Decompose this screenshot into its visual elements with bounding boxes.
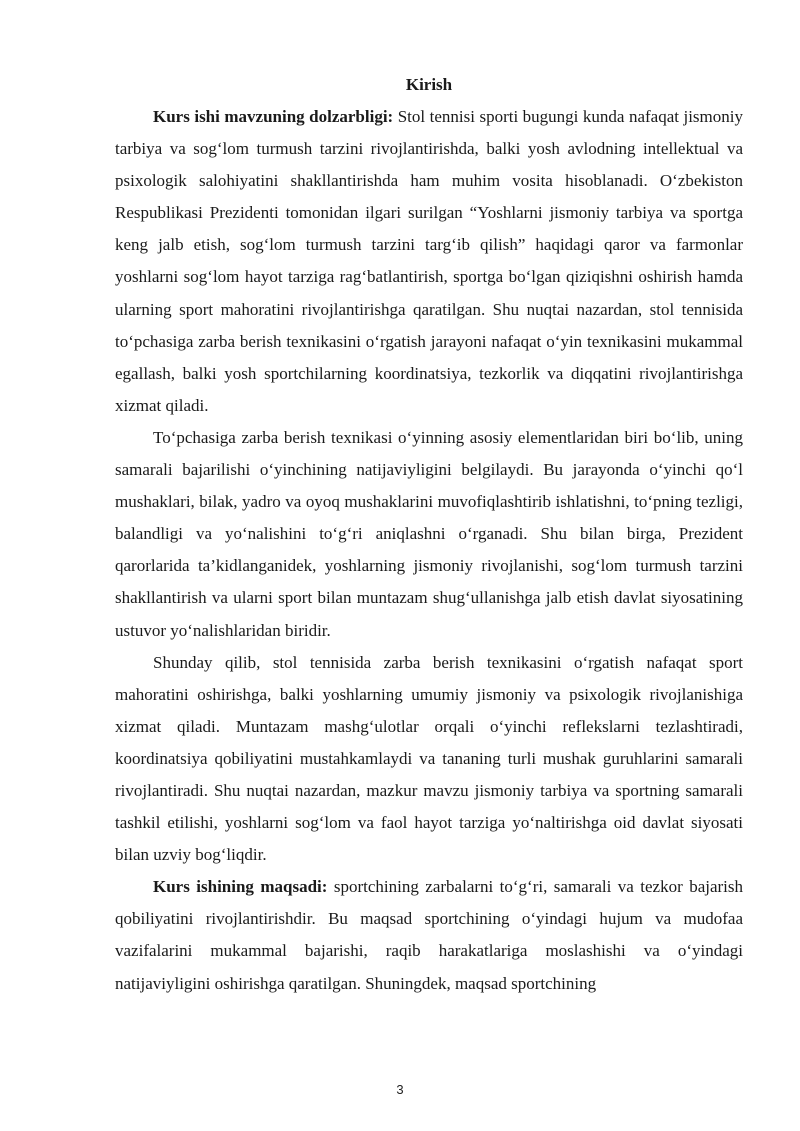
page-number: 3: [396, 1082, 404, 1097]
paragraph-relevance: [115, 101, 743, 422]
paragraph-text: Stol tennisi sporti bugungi kunda nafaqat jismoniy tarbiya va sog‘lom turmush tarzini rivojlantirishda, balki yosh avlodning intellektual va psixologik salohiyatini shakllantirishda ham muhim vosita hisoblanadi. O‘zbekiston Respublikasi Prezidenti tomonidan ilgari surilgan “Yoshlarni jismoniy tarbiya va sportga keng jalb etish, sog‘lom turmush tarzini targ‘ib qilish” haqidagi qaror va farmonlar yoshlarni sog‘lom hayot tarziga rag‘batlantirish, sportga bo‘lgan qiziqishni oshirish hamda ularning sport mahoratini rivojlantirishga qaratilgan. Shu nuqtai nazardan, stol tennisida to‘pchasiga zarba berish texnikasini o‘rgatish jarayoni nafaqat o‘yin texnikasini mukammal egallash, balki yosh sportchilarning koordinatsiya, tezkorlik va diqqatini rivojlantirishga xizmat qiladi.: [115, 107, 743, 415]
paragraph-lead: Kurs ishi mavzuning dolzarbligi:: [153, 107, 394, 126]
paragraph-lead: Kurs ishining maqsadi:: [153, 877, 328, 897]
paragraph-text: sportchining zarbalarni to‘g‘ri, samarali va tezkor bajarish qobiliyatini rivojlantirishdir. Bu maqsad sportchining o‘yindagi hujum va mudofaa vazifalarini mukammal bajarishi, raqib harakatlariga moslashishi va o‘yindagi natijaviyligini oshirishga qaratilgan. Shuningdek, maqsad sportchining: [115, 877, 744, 993]
paragraph-conclusion: [115, 647, 743, 872]
paragraph-technique: [115, 422, 743, 647]
page-content: [115, 69, 743, 1000]
paragraph-goal: [115, 871, 743, 999]
section-heading: Kirish: [405, 75, 453, 94]
paragraph-text: Shunday qilib, stol tennisida zarba berish texnikasini o‘rgatish nafaqat sport mahoratini oshirishga, balki yoshlarning umumiy jismoniy va psixologik rivojlanishiga xizmat qiladi. Muntazam mashg‘ulotlar orqali o‘yinchi reflekslarni tezlashtiradi, koordinatsiya qobiliyatini mustahkamlaydi va tananing turli mushak guruhlarini samarali rivojlantiradi. Shu nuqtai nazardan, mazkur mavzu jismoniy tarbiya va sportning samarali tashkil etilishi, yoshlarni sog‘lom va faol hayot tarziga yo‘naltirishga oid davlat siyosati bilan uzviy bog‘liqdir.: [115, 652, 743, 865]
paragraph-text: To‘pchasiga zarba berish texnikasi o‘yinning asosiy elementlaridan biri bo‘lib, uning samarali bajarilishi o‘yinchining natijaviyligini belgilaydi. Bu jarayonda o‘yinchi qo‘l mushaklari, bilak, yadro va oyoq mushaklarini muvofiqlashtirib ishlatishni, to‘pning tezligi, balandligi va yo‘nalishini to‘g‘ri aniqlashni o‘rganadi. Shu bilan birga, Prezident qarorlarida ta’kidlanganidek, yoshlarning jismoniy rivojlanishi, sog‘lom turmush tarzini shakllantirish va ularni sport bilan muntazam shug‘ullanishga jalb etish davlat siyosatining ustuvor yo‘nalishlaridan biridir.: [115, 427, 743, 640]
